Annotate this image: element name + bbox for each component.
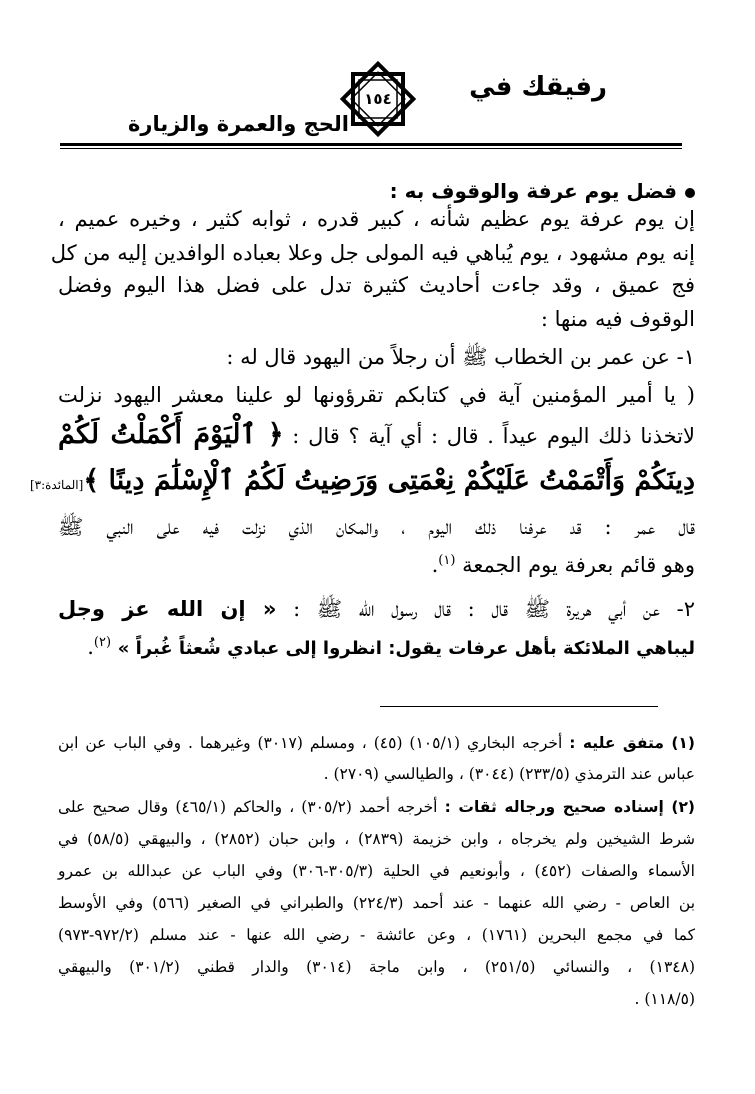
paragraph-line: فج عميق ، وقد جاءت أحاديث كثيرة تدل على فضل هذا اليوم وفضل	[58, 273, 695, 297]
hadith-2-line: ليباهي الملائكة بأهل عرفات يقول: انظروا إلى عبادي شُعثاً غُبراً » $^{(٢)}$.	[87, 635, 695, 659]
quran-verse: ﴿ ٱلْيَوْمَ أَكْمَلْتُ لَكُمْ	[58, 419, 284, 450]
running-header-subtitle: الحج والعمرة والزيارة	[128, 112, 349, 136]
bullet-icon	[685, 188, 695, 198]
footnote-2-line: (١٣٤٨) ، والنسائي (٢٥١/٥) ، وابن ماجة (٣٠١٤) والدار قطني (٣٠١/٢) والبيهقي	[58, 958, 695, 976]
running-header-title: رفيقك في	[469, 72, 607, 102]
footnote-2-line: الأسماء والصفات (٤٥٢) ، وأبونعيم في الحلية (٣٠٥/٣-٣٠٦) وفي الباب عن عبدالله بن عمرو	[58, 862, 695, 880]
header-rule	[60, 143, 682, 146]
paragraph-line: الوقوف فيه منها :	[540, 307, 695, 331]
footnote-marker: (٢)	[93, 635, 112, 650]
footnote-2-line: (١١٨/٥) .	[634, 990, 695, 1008]
header-rule-thin	[60, 148, 682, 149]
quran-verse: دِينَكُمْ وَأَتْمَمْتُ عَلَيْكُمْ نِعْمَتِى وَرَضِيتُ لَكُمُ ٱلْإِسْلَٰمَ دِينًا ﴾	[83, 465, 695, 496]
page-number-badge	[339, 60, 417, 138]
section-heading: فضل يوم عرفة والوقوف به :	[58, 176, 695, 206]
footnote-1: (١) متفق عليه : أخرجه البخاري (١٠٥/١) (٤٥) ، ومسلم (٣٠١٧) وغيرهما . وفي الباب عن ابن	[58, 734, 695, 752]
footnote-marker: (١)	[438, 553, 456, 568]
footnote-1-line: عباس عند الترمذي (٢٣٣/٥) (٣٠٤٤) ، والطيالسي (٢٧٠٩) .	[323, 765, 695, 783]
hadith-1-line: وهو قائم بعرفة يوم الجمعة $^{(١)}$.	[431, 553, 695, 577]
quran-reference: [المائدة:٣]	[29, 478, 84, 492]
footnote-2-line: شرط الشيخين ولم يخرجاه ، وابن خزيمة (٢٨٣٩) ، وابن حبان (٢٨٥٢) ، والبيهقي (٥٨/٥) في	[58, 830, 695, 848]
hadith-1-line: لاتخذنا ذلك اليوم عيداً . قال : أي آية ؟ قال : ﴿ ٱلْيَوْمَ أَكْمَلْتُ لَكُمْ	[58, 419, 695, 450]
footnote-separator	[380, 706, 658, 707]
hadith-1-line	[29, 465, 695, 500]
footnote-2: (٢) إسناده صحيح ورجاله ثقات : أخرجه أحمد (٣٠٥/٢) ، والحاكم (٤٦٥/١) وقال صحيح على	[58, 798, 695, 816]
page-number: ١٥٤	[364, 90, 392, 108]
footnote-2-line: بن العاص - رضي الله عنهما - عند أحمد (٢٢٤/٣) والطبراني في الصغير (٥٦٦) وفي الأوسط	[58, 894, 696, 912]
hadith-1-line: ( يا أمير المؤمنين آية في كتابكم تقرؤونها لو علينا معشر اليهود نزلت	[58, 383, 695, 407]
hadith-2-line: ٢- عن أبي هريرة ﷺ قال : قال رسول الله ﷺ : « إن الله عز وجل	[58, 597, 695, 621]
paragraph-line: إنه يوم مشهود ، يوم يُباهي فيه المولى جل وعلا بعباده الوافدين إليه من كل	[50, 241, 695, 265]
paragraph-line: إن يوم عرفة يوم عظيم شأنه ، كبير قدره ، ثوابه كثير ، وخيره عميم ،	[58, 207, 695, 231]
hadith-1-intro: ١- عن عمر بن الخطاب ﷺ أن رجلاً من اليهود قال له :	[226, 345, 695, 369]
footnote-2-line: كما في مجمع البحرين (١٧٦١) ، وعن عائشة - رضي الله عنها - عند مسلم (٩٧٢/٢-٩٧٣)	[58, 926, 695, 944]
hadith-1-line: قال عمر : قد عرفنا ذلك اليوم ، والمكان الذي نزلت فيه على النبي ﷺ	[58, 515, 695, 539]
